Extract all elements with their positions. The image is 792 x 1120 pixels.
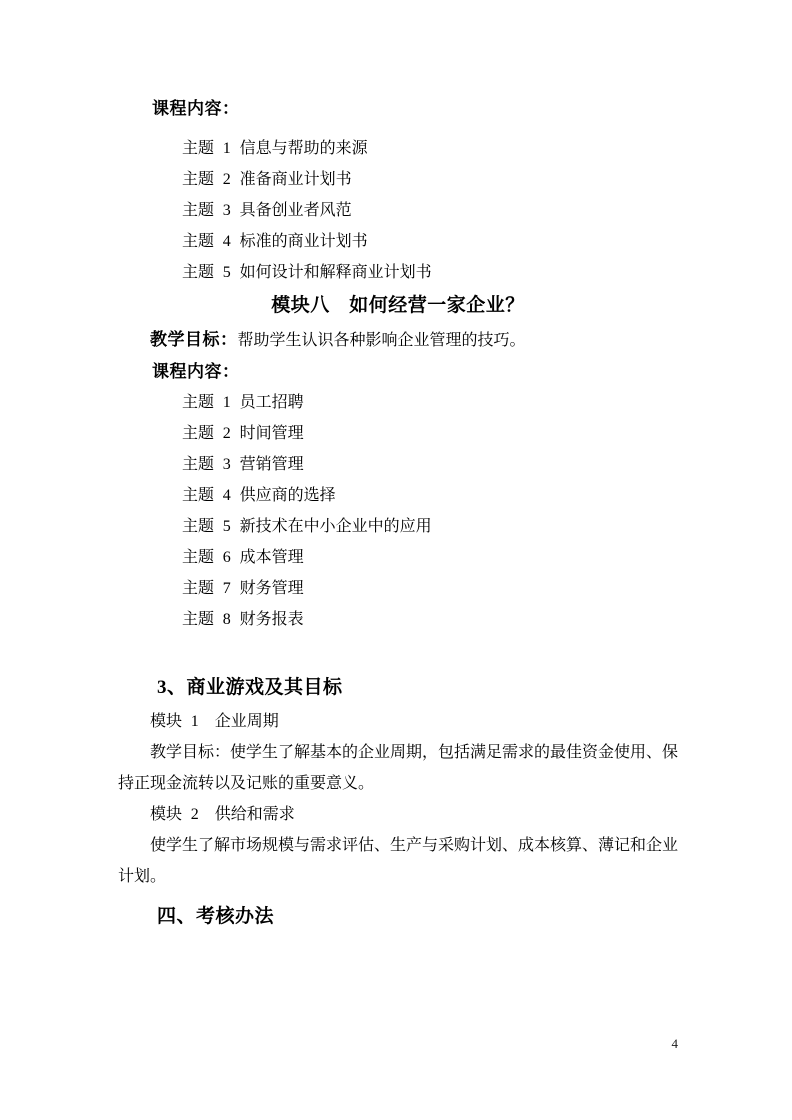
topic-item: 主题 5 如何设计和解释商业计划书	[182, 264, 432, 281]
topic-item: 主题 5 新技术在中小企业中的应用	[182, 518, 432, 535]
section3-module1-title: 模块 1 企业周期	[150, 713, 279, 730]
topic-item: 主题 2 时间管理	[182, 425, 304, 442]
module7-topic-list	[118, 133, 678, 288]
section3-module2-objective: 使学生了解市场规模与需求评估、生产与采购计划、成本核算、薄记和企业计划。	[118, 837, 679, 885]
module8-topic-list	[118, 387, 678, 635]
page-number: 4	[671, 1036, 678, 1051]
topic-item: 主题 6 成本管理	[182, 549, 304, 566]
course-content-label-module7: 课程内容：	[152, 99, 240, 118]
section4-heading: 四、考核办法	[157, 906, 275, 927]
module8-objective	[118, 324, 678, 356]
section3-module1-objective: 教学目标：使学生了解基本的企业周期，包括满足需求的最佳资金使用、保持正现金流转以及记账的重要意义。	[118, 744, 679, 792]
topic-item: 主题 3 具备创业者风范	[182, 202, 352, 219]
teaching-objective-label: 教学目标：	[150, 330, 238, 349]
module8-title: 模块八 如何经营一家企业？	[271, 295, 525, 316]
teaching-objective-text: 帮助学生认识各种影响企业管理的技巧。	[237, 332, 526, 349]
topic-item: 主题 3 营销管理	[182, 456, 304, 473]
topic-item: 主题 1 信息与帮助的来源	[182, 140, 368, 157]
topic-item: 主题 2 准备商业计划书	[182, 171, 352, 188]
document-body	[118, 93, 678, 935]
topic-item: 主题 4 标准的商业计划书	[182, 233, 368, 250]
topic-item: 主题 7 财务管理	[182, 580, 304, 597]
course-content-label-module8: 课程内容：	[152, 362, 240, 381]
topic-item: 主题 1 员工招聘	[182, 394, 304, 411]
topic-item: 主题 8 财务报表	[182, 611, 304, 628]
section3-module2-title: 模块 2 供给和需求	[150, 806, 295, 823]
topic-item: 主题 4 供应商的选择	[182, 487, 336, 504]
section3-heading: 3、商业游戏及其目标	[157, 677, 343, 698]
